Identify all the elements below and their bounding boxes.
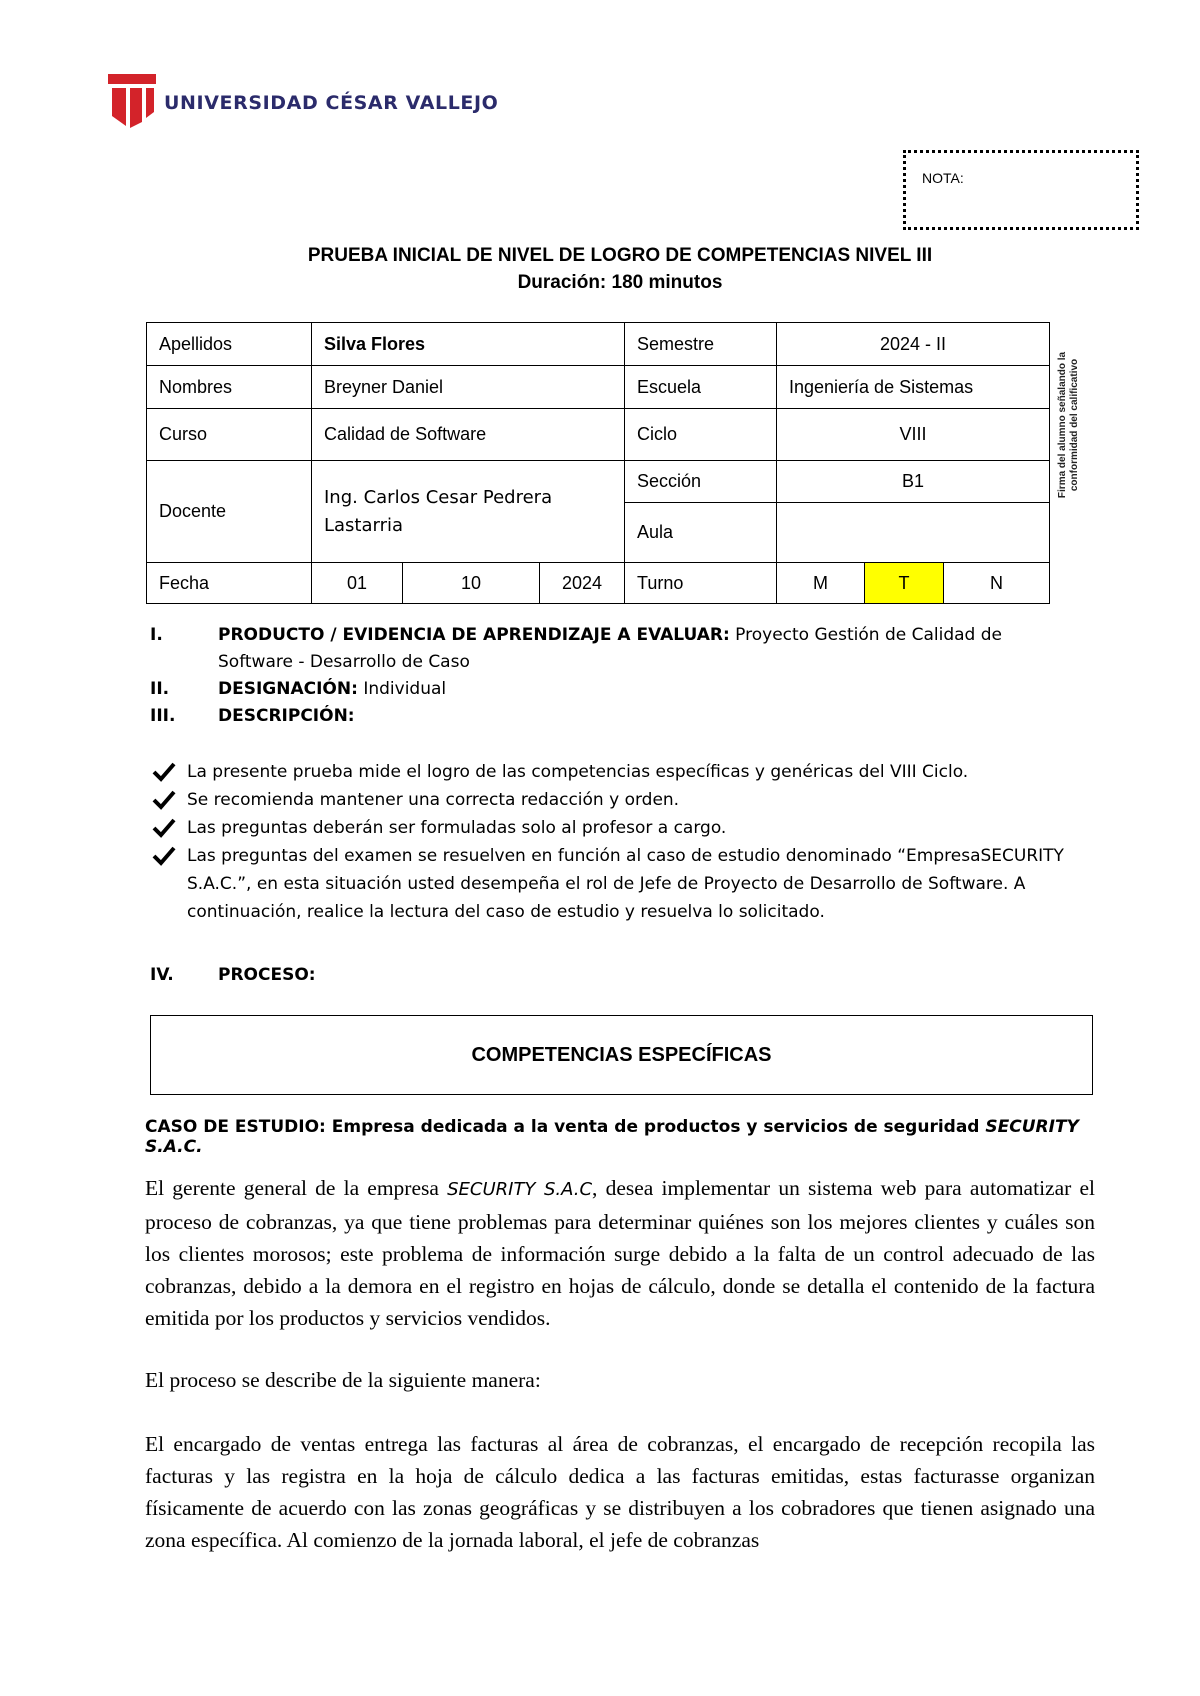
university-shield-icon — [106, 70, 158, 130]
docente-value: Ing. Carlos Cesar Pedrera Lastarria — [312, 461, 625, 563]
checkmark-icon — [152, 759, 176, 783]
apellidos-label: Apellidos — [147, 323, 312, 366]
exam-title: PRUEBA INICIAL DE NIVEL DE LOGRO DE COMPETENCIAS NIVEL III — [307, 245, 933, 266]
paragraph-3: El encargado de ventas entrega las facturas al área de cobranzas, el encargado de recepción recopila las facturas y las registra en la hoja de cálculo dedica a las facturas emitidas, estas facturasse organizan físicamente de acuerdo con las zonas geográficas y se distribuyen a los cobradores que tienen asignado una zona específica. Al comienzo de la jornada laboral, el jefe de cobranzas — [145, 1432, 1095, 1552]
section-2-body — [218, 676, 1058, 703]
checkmark-icon — [152, 815, 176, 839]
nombres-label: Nombres — [147, 366, 312, 409]
turno-label: Turno — [625, 563, 777, 604]
section-2-number: II. — [150, 679, 170, 699]
semestre-label: Semestre — [625, 323, 777, 366]
competencias-box — [150, 1015, 1093, 1095]
student-info-table — [146, 322, 1050, 604]
checkmark-icon — [152, 843, 176, 867]
nota-box — [903, 150, 1139, 230]
nota-label: NOTA: — [922, 170, 964, 186]
escuela-value: Ingeniería de Sistemas — [777, 366, 1050, 409]
curso-label: Curso — [147, 409, 312, 461]
section-1-label: PRODUCTO / EVIDENCIA DE APRENDIZAJE A EVALUAR: — [218, 625, 730, 645]
ciclo-value: VIII — [777, 409, 1050, 461]
section-2-label: DESIGNACIÓN: — [218, 679, 358, 699]
paragraph-1-company: SECURITY S.A.C — [447, 1179, 593, 1200]
list-item — [150, 842, 1100, 926]
semestre-value: 2024 - II — [777, 323, 1050, 366]
nombres-value: Breyner Daniel — [312, 366, 625, 409]
escuela-label: Escuela — [625, 366, 777, 409]
section-3-label: DESCRIPCIÓN: — [218, 706, 355, 726]
fecha-day: 01 — [312, 563, 403, 604]
list-item-text: Las preguntas deberán ser formuladas solo al profesor a cargo. — [187, 818, 727, 838]
list-item — [150, 814, 1100, 842]
seccion-value: B1 — [777, 461, 1050, 503]
signature-note-text: Firma del alumno señalando la conformidad del calificativo — [1057, 351, 1080, 499]
signature-note — [1055, 345, 1085, 505]
apellidos-value: Silva Flores — [312, 323, 625, 366]
section-1-body — [218, 622, 1058, 676]
section-2-text: Individual — [357, 679, 447, 699]
ciclo-label: Ciclo — [625, 409, 777, 461]
paragraph-2: El proceso se describe de la siguiente manera: — [145, 1368, 541, 1392]
section-1-text: Proyecto Gestión de Calidad de Software - Desarrollo de Caso — [218, 625, 1002, 672]
section-1-number: I. — [150, 625, 163, 645]
exam-duration: Duración: 180 minutos — [517, 272, 723, 293]
turno-n: N — [944, 563, 1050, 604]
list-item — [150, 758, 1100, 786]
section-4-label: PROCESO: — [218, 965, 316, 985]
paragraph-1 — [145, 1172, 1095, 1334]
turno-t: T — [865, 563, 944, 604]
university-name: UNIVERSIDAD CÉSAR VALLEJO — [164, 92, 499, 114]
docente-label: Docente — [147, 461, 312, 563]
aula-value — [777, 503, 1050, 563]
section-4-number: IV. — [150, 965, 174, 985]
list-item-text: Se recomienda mantener una correcta redacción y orden. — [187, 790, 680, 810]
case-study-company: SECURITY S.A.C. — [145, 1117, 1079, 1157]
checkmark-icon — [152, 787, 176, 811]
university-logo — [106, 70, 499, 130]
aula-label: Aula — [625, 503, 777, 563]
section-3-number: III. — [150, 706, 176, 726]
turno-m: M — [777, 563, 865, 604]
fecha-label: Fecha — [147, 563, 312, 604]
description-list — [150, 758, 1100, 926]
fecha-year: 2024 — [540, 563, 625, 604]
list-item-text: Las preguntas del examen se resuelven en función al caso de estudio denominado “EmpresaSECURITY S.A.C.”, en esta situación usted desempeña el rol de Jefe de Proyecto de Desarrollo de Software. A continuación, realice la lectura del caso de estudio y resuelva lo solicitado. — [187, 846, 1064, 922]
case-study-heading — [145, 1117, 1105, 1157]
fecha-month: 10 — [403, 563, 540, 604]
seccion-label: Sección — [625, 461, 777, 503]
list-item-text: La presente prueba mide el logro de las competencias específicas y genéricas del VIII Ciclo. — [187, 762, 969, 782]
section-3-body — [218, 703, 1058, 730]
case-study-label: CASO DE ESTUDIO: Empresa dedicada a la venta de productos y servicios de seguridad — [145, 1117, 980, 1137]
list-item — [150, 786, 1100, 814]
competencias-title: COMPETENCIAS ESPECÍFICAS — [471, 1043, 772, 1066]
paragraph-1-start: El gerente general de la empresa — [145, 1176, 439, 1200]
curso-value: Calidad de Software — [312, 409, 625, 461]
section-4-body — [218, 962, 1058, 989]
paragraph-1-rest: , desea implementar un sistema web para automatizar el proceso de cobranzas, ya que tiene problemas para determinar quiénes son los mejores clientes y cuáles son los clientes morosos; este problema de información surge debido a la falta de un control adecuado de las cobranzas, debido a la demora en el registro en hojas de cálculo, donde se detalla el contenido de la factura emitida por los productos y servicios vendidos. — [145, 1176, 1095, 1330]
